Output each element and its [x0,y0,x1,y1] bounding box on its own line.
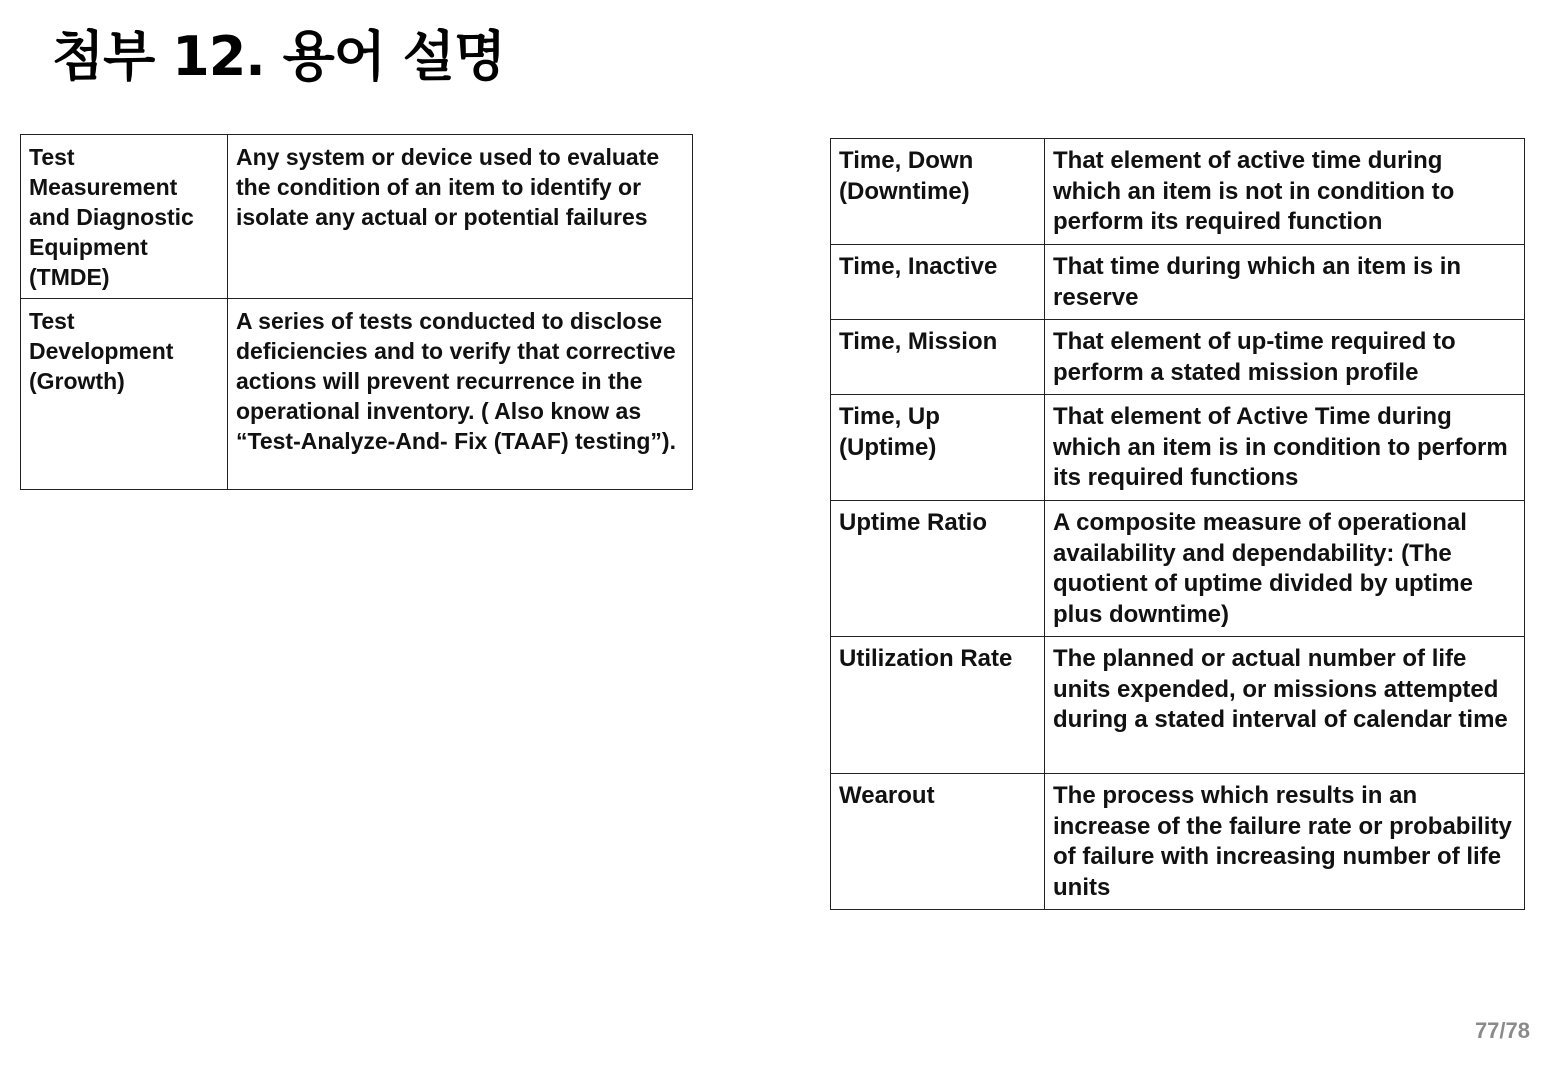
table-row [831,245,1525,320]
definition-cell: Any system or device used to evaluate the condition of an item to identify or isolate any actual or potential failures [228,135,693,299]
term-cell: Utilization Rate [831,637,1045,774]
page-title: 첨부 12. 용어 설명 [52,25,506,88]
table-row [831,501,1525,637]
definition-cell: That element of up-time required to perform a stated mission profile [1045,320,1525,395]
definition-cell: That time during which an item is in reserve [1045,245,1525,320]
definition-cell: The process which results in an increase of the failure rate or probability of failure with increasing number of life units [1045,774,1525,910]
term-cell: Uptime Ratio [831,501,1045,637]
term-cell: Time, Up (Uptime) [831,395,1045,501]
table-row [21,299,693,490]
glossary-table-left [20,134,693,490]
table-row [831,320,1525,395]
table-row [831,395,1525,501]
term-cell: Time, Down (Downtime) [831,139,1045,245]
page-number: 77/78 [1474,1018,1530,1043]
table-row [831,139,1525,245]
table-row [831,774,1525,910]
definition-cell: The planned or actual number of life units expended, or missions attempted during a stated interval of calendar time [1045,637,1525,774]
definition-cell: That element of Active Time during which an item is in condition to perform its required functions [1045,395,1525,501]
definition-cell: A series of tests conducted to disclose deficiencies and to verify that corrective actions will prevent recurrence in the operational inventory. ( Also know as “Test-Analyze-And- Fix (TAAF) testing”). [228,299,693,490]
term-cell: Test Measurement and Diagnostic Equipment (TMDE) [21,135,228,299]
term-cell: Time, Inactive [831,245,1045,320]
term-cell: Test Development (Growth) [21,299,228,490]
glossary-table-right [830,138,1525,910]
table-row [831,637,1525,774]
term-cell: Time, Mission [831,320,1045,395]
definition-cell: That element of active time during which an item is not in condition to perform its required function [1045,139,1525,245]
definition-cell: A composite measure of operational availability and dependability: (The quotient of uptime divided by uptime plus downtime) [1045,501,1525,637]
term-cell: Wearout [831,774,1045,910]
table-row [21,135,693,299]
